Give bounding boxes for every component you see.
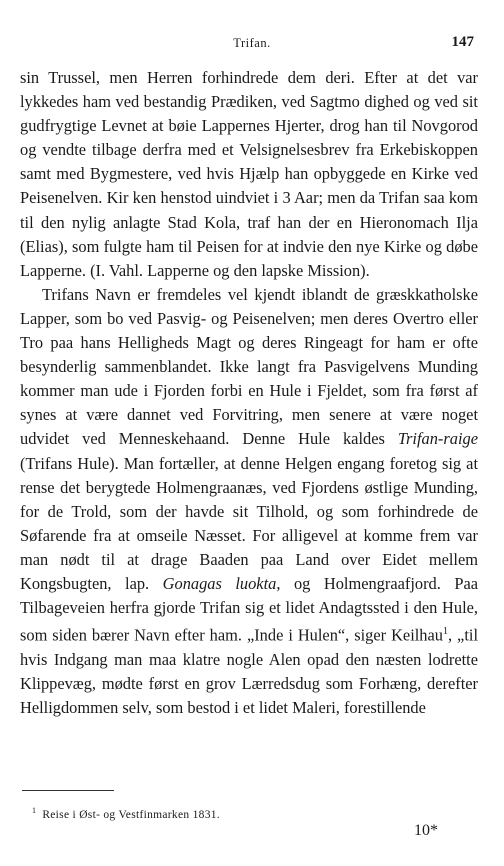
paragraph-1 (20, 66, 478, 283)
para2-text-b: (Trifans Hule). Man fortæller, at denne Helgen engang foretog sig at rense det berygtede Holmengraanæs, ved Fjordens østlige Munding, for de Trold, som der havde sit Tilhold, og som forhindrede de Søfarende fra at omseile Næsset. For alligevel at komme frem var man nødt til at drage Baaden paa Land over Eidet mellem Kongsbugten, lap. (20, 453, 478, 593)
page-number: 147 (451, 34, 474, 50)
paragraph-2 (20, 283, 478, 720)
italic-term-gonagas-luokta: Gonagas luokta (162, 573, 277, 593)
footnote-mark: 1 (32, 806, 37, 815)
para1-line: (Elias), som fulgte ham til Peisen for at indvie den nye Kirke (20, 236, 426, 256)
body-text (20, 66, 478, 720)
footnote-reference[interactable]: 1 (442, 626, 448, 638)
para1-line: det var lykkedes ham ved bestandig Prædiken, ved Sagtmo (20, 68, 478, 112)
para2-text-a: Trifans Navn er fremdeles vel kjendt iblandt de græskkatholske Lapper, som bo ved Pasvig- og Peisenelven; men deres Overtro eller Tro paa hans Helligheds Magt og deres Ringeagt for ham er ofte besynderlig sammenblandet. Ikke langt fra Pasvigelvens Munding kommer man ude i Fjorden forbi en Hule i Fjeldet, som fra først af synes at være dannet ved Forvitring, men senere at være noget udvidet ved Menneskehaand. Denne Hule kaldes (20, 284, 478, 449)
para1-line: nylig anlagte Stad Kola, traf han der en Hieronomach Ilja (72, 212, 478, 232)
para1-line: dighed og ved sit gudfrygtige Levnet at bøie Lappernes (20, 92, 478, 136)
signature-mark: 10* (414, 822, 438, 839)
para2-text-d: , „til hvis Indgang man maa klatre nogle Alen opad den næsten lodrette Klippevæg, mødte først en grov Lærredsdug som Forhæng, derefter Helligdommen selv, som bestod i et lidet Maleri, forestillende (20, 625, 478, 717)
italic-term-trifan-raige: Trifan-raige (397, 429, 478, 449)
para1-line: sin Trussel, men Herren forhindrede dem deri. Efter at (20, 68, 428, 87)
footnote-rule (22, 790, 114, 791)
running-head (0, 36, 504, 54)
para1-line: og døbe Lapperne. (I. Vahl. Lapperne og den lapske Mission). (20, 236, 478, 280)
para1-line: et Velsignelsesbrev fra Erkebiskoppen samt med Bygmestere, (20, 140, 479, 184)
para1-line: ken henstod uindviet i 3 Aar; men da Trifan saa kom til den (20, 188, 478, 232)
para1-line: ved hvis Hjælp han opbyggede en Kirke ved Peisenelven. Kir (20, 164, 478, 208)
running-title: Trifan. (233, 36, 271, 50)
footnote (32, 806, 220, 821)
para1-line: Hjerter, drog han til Novgorod og vendte tilbage derfra med (20, 116, 478, 160)
para2-text-c: , og Holmengraafjord. Paa Tilbageveien herfra gjorde Trifan sig et lidet Andagtssted i den Hule, som siden bærer Navn efter ham. „Inde i Hulen“, siger Keilhau (20, 573, 479, 645)
footnote-text: Reise i Øst- og Vestfinmarken 1831. (42, 808, 220, 821)
